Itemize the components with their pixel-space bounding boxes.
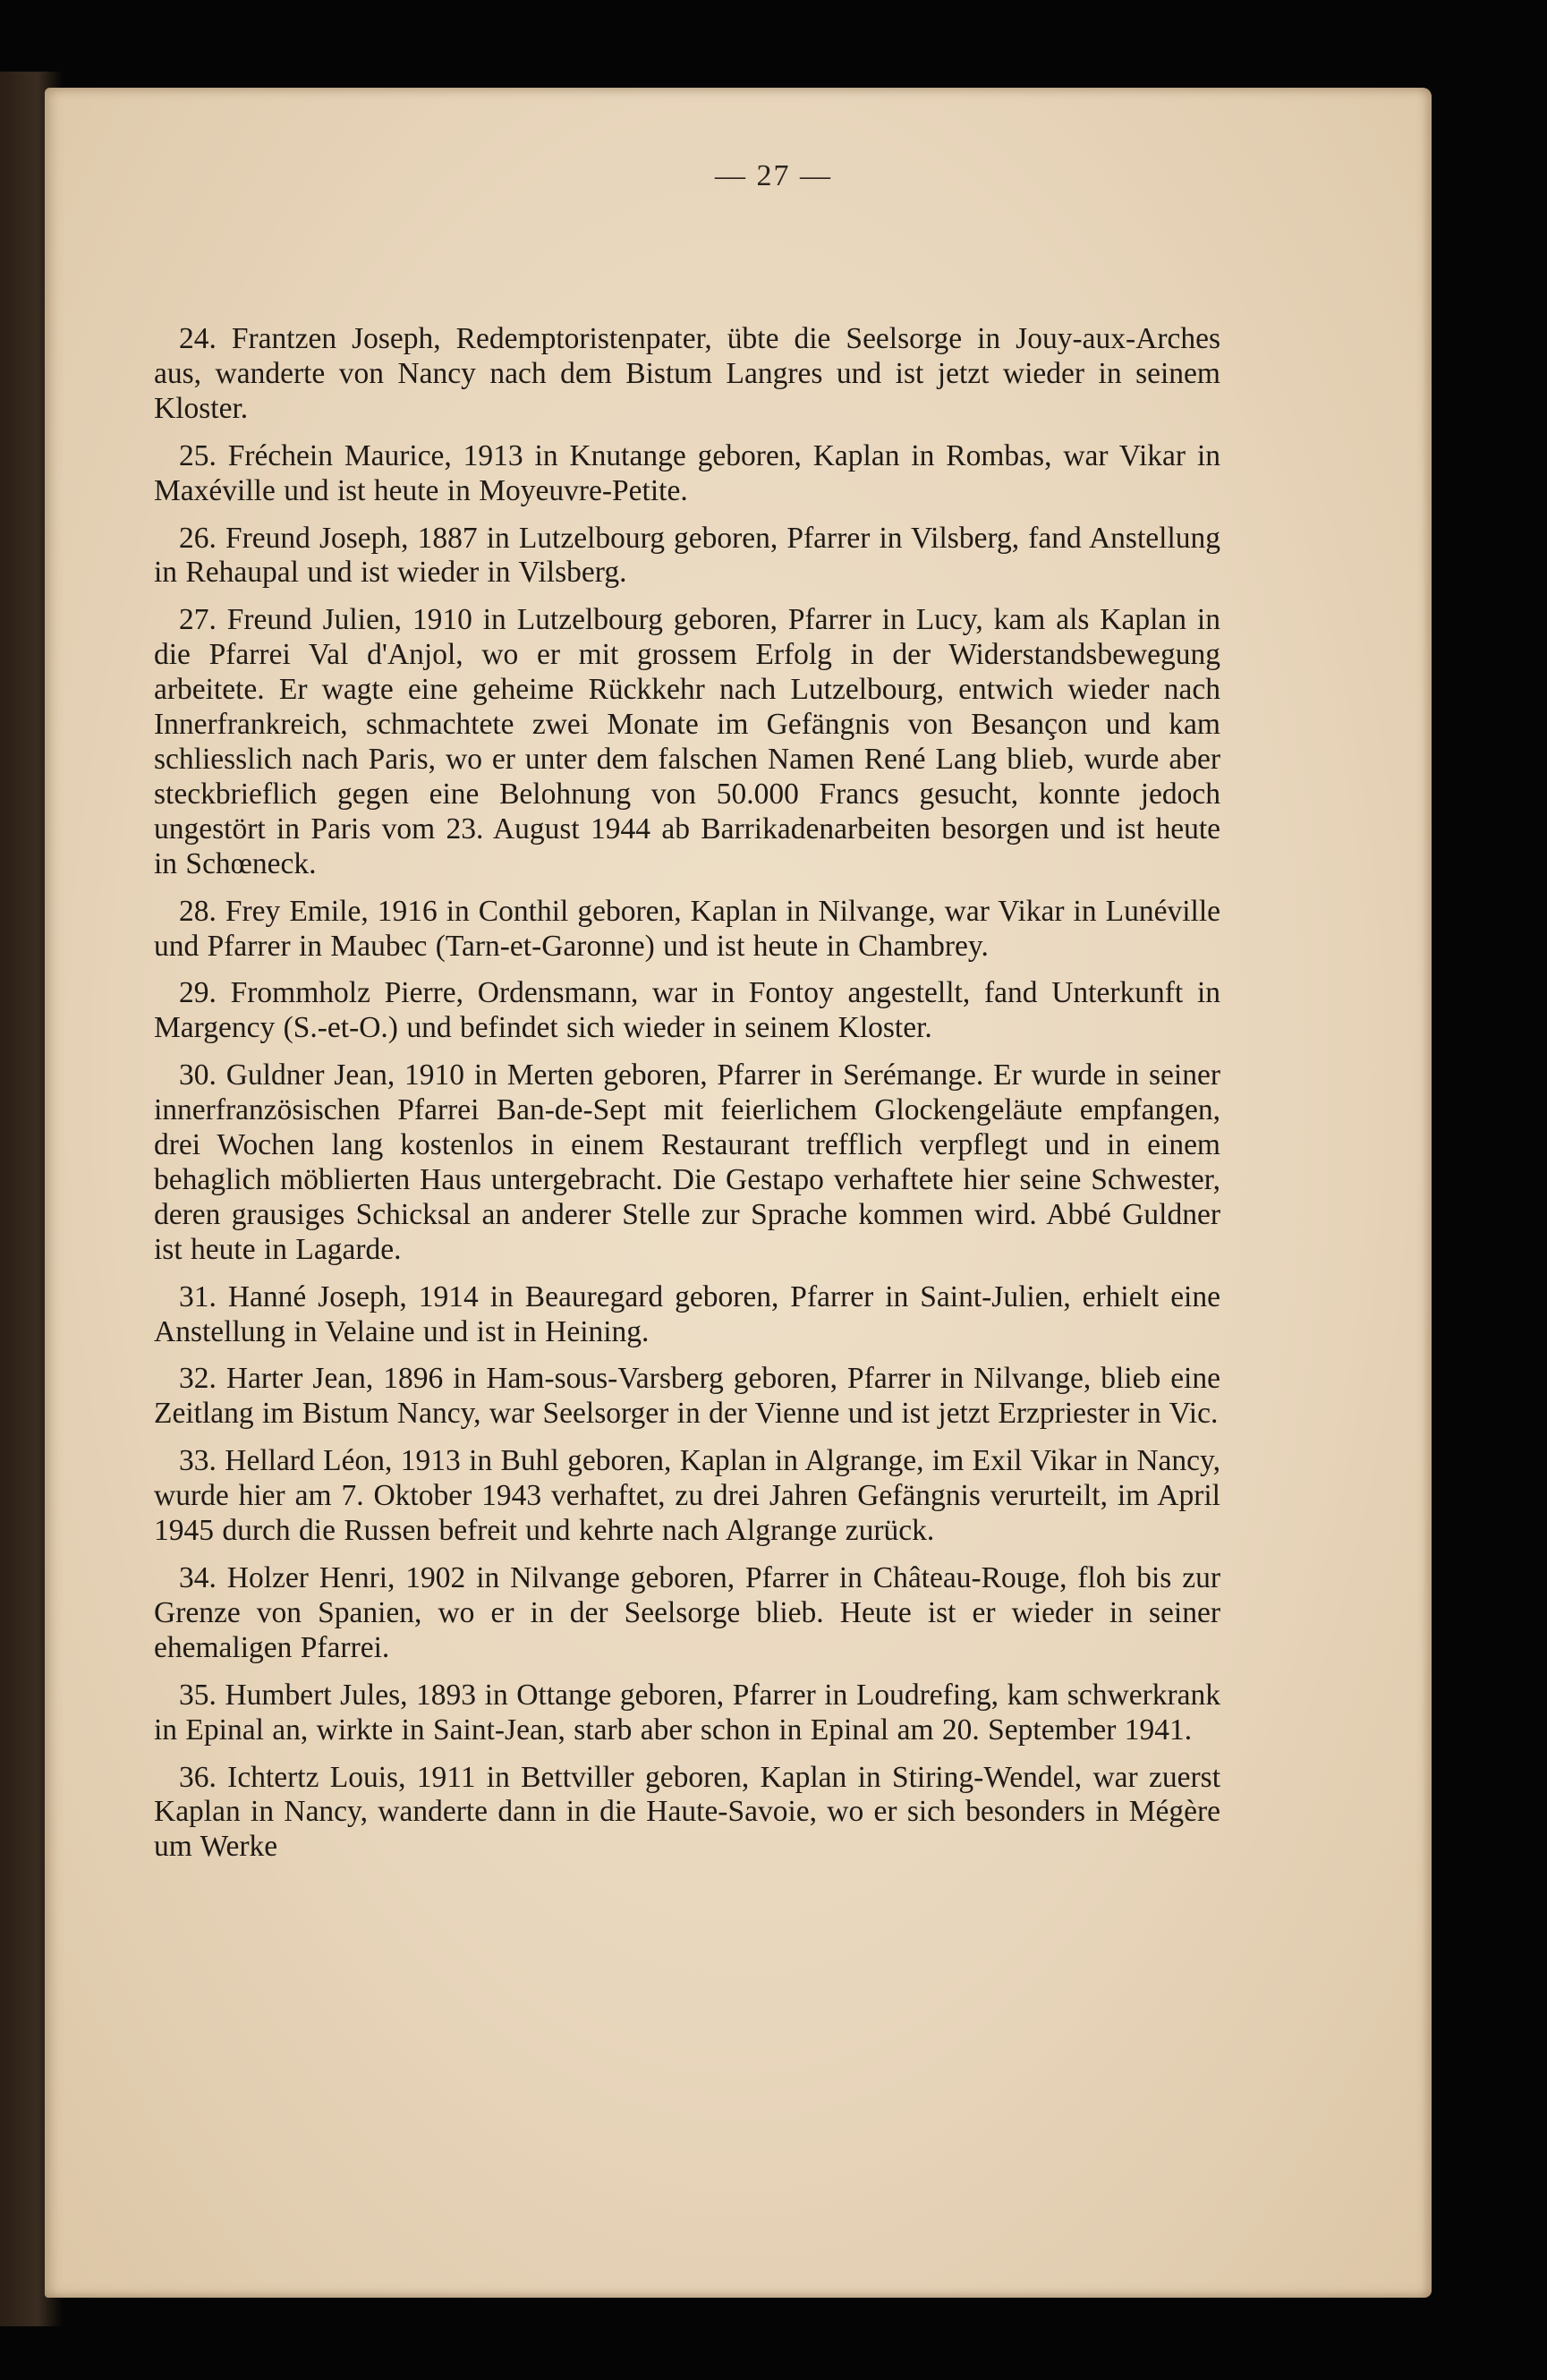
entry-31: 31. Hanné Joseph, 1914 in Beauregard geboren, Pfarrer in Saint-Julien, erhielt eine Anstellung in Velaine und ist in Heining. — [154, 1279, 1220, 1348]
entry-27: 27. Freund Julien, 1910 in Lutzelbourg geboren, Pfarrer in Lucy, kam als Kaplan in die Pfarrei Val d'Anjol, wo er mit grossem Erfolg in der Widerstandsbewegung arbeitete. Er wagte eine geheime Rückkehr nach Lutzelbourg, entwich wieder nach Innerfrankreich, schmachtete zwei Monate im Gefängnis von Besançon und kam schliesslich nach Paris, wo er unter dem falschen Namen René Lang blieb, wurde aber steckbrieflich gegen eine Belohnung von 50.000 Francs gesucht, konnte jedoch ungestört in Paris vom 23. August 1944 ab Barrikadenarbeiten besorgen und ist heute in Schœneck. — [154, 603, 1220, 880]
entry-34: 34. Holzer Henri, 1902 in Nilvange geboren, Pfarrer in Château-Rouge, floh bis zur Grenze von Spanien, wo er in der Seelsorge blieb. Heute ist er wieder in seiner ehemaligen Pfarrei. — [154, 1561, 1220, 1664]
entry-25: 25. Fréchein Maurice, 1913 in Knutange geboren, Kaplan in Rombas, war Vikar in Maxéville und ist heute in Moyeuvre-Petite. — [154, 438, 1220, 507]
entry-30: 30. Guldner Jean, 1910 in Merten geboren, Pfarrer in Serémange. Er wurde in seiner innerfranzösischen Pfarrei Ban-de-Sept mit feierlichem Glockengeläute empfangen, drei Wochen lang kostenlos in einem Restaurant trefflich verpflegt und in einem behaglich möblierten Haus untergebracht. Die Gestapo verhaftete hier seine Schwester, deren grausiges Schicksal an anderer Stelle zur Sprache kommen wird. Abbé Guldner ist heute in Lagarde. — [154, 1058, 1220, 1266]
entry-26: 26. Freund Joseph, 1887 in Lutzelbourg geboren, Pfarrer in Vilsberg, fand Anstellung in Rehaupal und ist wieder in Vilsberg. — [154, 521, 1220, 590]
page-text — [154, 322, 1220, 1877]
entry-29: 29. Frommholz Pierre, Ordensmann, war in Fontoy angestellt, fand Unterkunft in Margency (S.-et-O.) und befindet sich wieder in seinem Kloster. — [154, 976, 1220, 1045]
entry-32: 32. Harter Jean, 1896 in Ham-sous-Varsberg geboren, Pfarrer in Nilvange, blieb eine Zeitlang im Bistum Nancy, war Seelsorger in der Vienne und ist jetzt Erzpriester in Vic. — [154, 1362, 1220, 1431]
page-number: — 27 — — [715, 159, 832, 192]
entry-33: 33. Hellard Léon, 1913 in Buhl geboren, Kaplan in Algrange, im Exil Vikar in Nancy, wurde hier am 7. Oktober 1943 verhaftet, zu drei Jahren Gefängnis verurteilt, im April 1945 durch die Russen befreit und kehrte nach Algrange zurück. — [154, 1444, 1220, 1548]
entry-24: 24. Frantzen Joseph, Redemptoristenpater, übte die Seelsorge in Jouy-aux-Arches aus, wanderte von Nancy nach dem Bistum Langres und ist jetzt wieder in seinem Kloster. — [154, 322, 1220, 425]
entry-36: 36. Ichtertz Louis, 1911 in Bettviller geboren, Kaplan in Stiring-Wendel, war zuerst Kaplan in Nancy, wanderte dann in die Haute-Savoie, wo er sich besonders in Mégère um Werke — [154, 1760, 1220, 1864]
entry-28: 28. Frey Emile, 1916 in Conthil geboren, Kaplan in Nilvange, war Vikar in Lunéville und Pfarrer in Maubec (Tarn-et-Garonne) und ist heute in Chambrey. — [154, 894, 1220, 963]
entry-35: 35. Humbert Jules, 1893 in Ottange geboren, Pfarrer in Loudrefing, kam schwerkrank in Epinal an, wirkte in Saint-Jean, starb aber schon in Epinal am 20. September 1941. — [154, 1678, 1220, 1747]
